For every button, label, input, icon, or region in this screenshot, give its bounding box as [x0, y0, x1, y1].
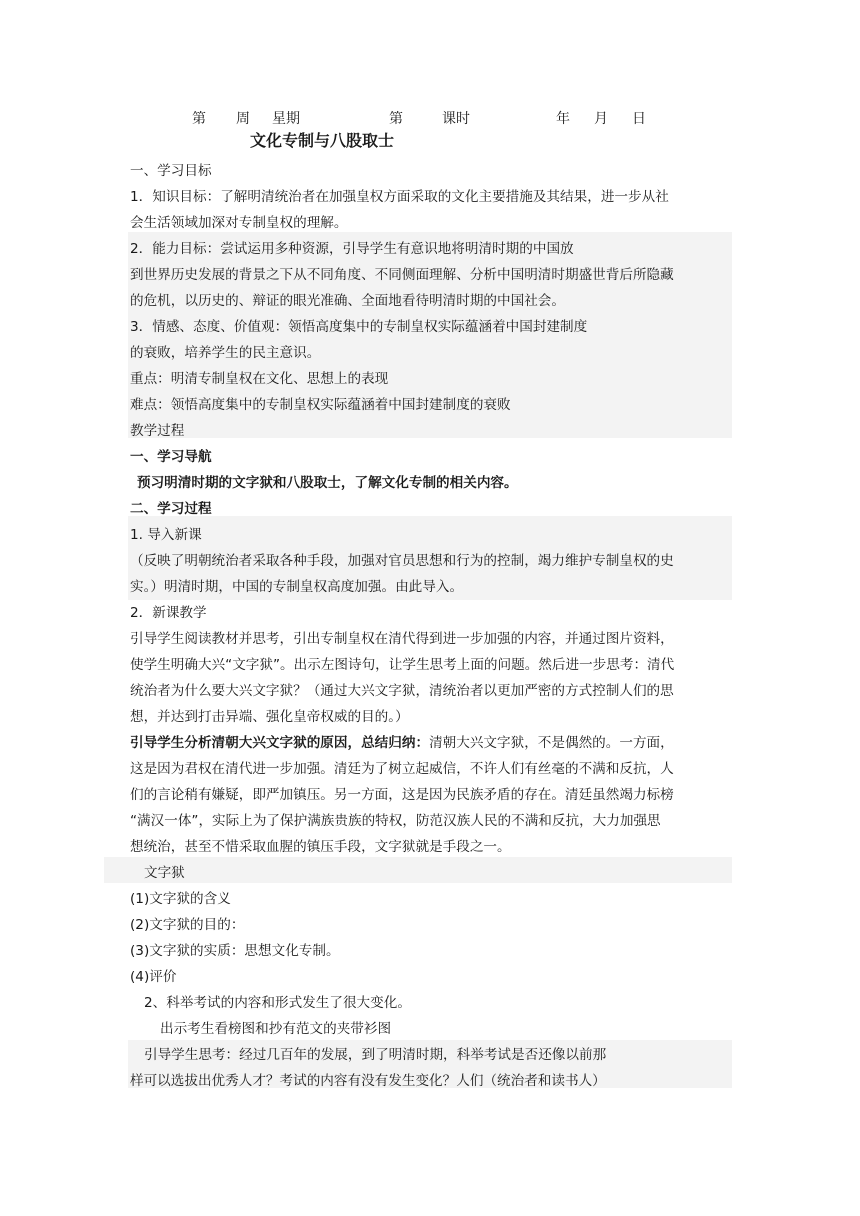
list-item: (1)文字狱的含义 — [130, 891, 231, 907]
paragraph-line: 这是因为君权在清代进一步加强。清廷为了树立起威信，不许人们有丝毫的不满和反抗，人 — [130, 761, 674, 777]
key-point-line: 重点：明清专制皇权在文化、思想上的表现 — [130, 371, 389, 387]
paragraph-line: “满汉一体”，实际上为了保护满族贵族的特权，防范汉族人民的不满和反抗，大力加强思 — [130, 813, 661, 829]
paragraph-line: 3．情感、态度、价值观：领悟高度集中的专制皇权实际蕴涵着中国封建制度 — [130, 319, 588, 335]
paragraph-line: 的危机，以历史的、辩证的眼光准确、全面地看待明清时期的中国社会。 — [130, 293, 565, 309]
section-heading: 一、学习导航 — [130, 449, 212, 465]
paragraph-line: 使学生明确大兴“文字狱”。出示左图诗句，让学生思考上面的问题。然后进一步思考：清代 — [130, 657, 675, 673]
subsection-heading: 2、科举考试的内容和形式发生了很大变化。 — [144, 995, 411, 1011]
date-header — [0, 109, 860, 129]
paragraph-line: 想，并达到打击异端、强化皇帝权威的目的。） — [130, 709, 409, 725]
body-text — [130, 158, 732, 1094]
page-title: 文化专制与八股取士 — [250, 133, 395, 150]
paragraph-line: 们的言论稍有嫌疑，即严加镇压。另一方面，这是因为民族矛盾的存在。清廷虽然竭力标榜 — [130, 787, 674, 803]
paragraph-line: 引导学生阅读教材并思考，引出专制皇权在清代得到进一步加强的内容，并通过图片资料， — [130, 631, 674, 647]
lesson-prefix: 第 — [389, 111, 403, 127]
paragraph-line: 1．知识目标：了解明清统治者在加强皇权方面采取的文化主要措施及其结果，进一步从社 — [130, 189, 669, 205]
section-heading: 教学过程 — [130, 423, 185, 439]
paragraph-line: 出示考生看榜图和抄有范文的夹带衫图 — [160, 1021, 392, 1037]
paragraph-line: 2．能力目标：尝试运用多种资源，引导学生有意识地将明清时期的中国放 — [130, 241, 574, 257]
paragraph-line: 的衰败，培养学生的民主意识。 — [130, 345, 321, 361]
day-label: 日 — [632, 111, 646, 127]
list-item: (2)文字狱的目的： — [130, 917, 245, 933]
paragraph-line: （反映了明朝统治者采取各种手段，加强对官员思想和行为的控制，竭力维护专制皇权的史 — [130, 553, 674, 569]
paragraph-line: 统治者为什么要大兴文字狱？（通过大兴文字狱，清统治者以更加严密的方式控制人们的思 — [130, 683, 674, 699]
paragraph-continuation: 清朝大兴文字狱，不是偶然的。一方面， — [429, 735, 674, 751]
paragraph-line: 样可以选拔出优秀人才？考试的内容有没有发生变化？人们（统治者和读书人） — [130, 1073, 606, 1089]
section-heading: 一、学习目标 — [130, 163, 212, 179]
subsection-heading: 2．新课教学 — [130, 605, 207, 621]
week-unit: 周 — [236, 111, 250, 127]
section-heading: 二、学习过程 — [130, 501, 212, 517]
subsection-heading: 1. 导入新课 — [130, 527, 202, 543]
list-item: (4)评价 — [130, 969, 177, 985]
lesson-unit: 课时 — [442, 111, 470, 127]
paragraph-line — [130, 730, 732, 756]
paragraph-line: 预习明清时期的文字狱和八股取士，了解文化专制的相关内容。 — [137, 475, 518, 491]
paragraph-line: 想统治，甚至不惜采取血腥的镇压手段，文字狱就是手段之一。 — [130, 839, 511, 855]
month-label: 月 — [594, 111, 608, 127]
subsection-heading: 文字狱 — [144, 865, 185, 881]
week-prefix: 第 — [192, 111, 206, 127]
paragraph-line: 会生活领域加深对专制皇权的理解。 — [130, 215, 348, 231]
difficult-point-line: 难点：领悟高度集中的专制皇权实际蕴涵着中国封建制度的衰败 — [130, 397, 511, 413]
weekday-label: 星期 — [272, 111, 300, 127]
paragraph-line: 实。）明清时期，中国的专制皇权高度加强。由此导入。 — [130, 579, 464, 595]
year-label: 年 — [556, 111, 570, 127]
paragraph-line: 到世界历史发展的背景之下从不同角度、不同侧面理解、分析中国明清时期盛世背后所隐藏 — [130, 267, 674, 283]
list-item: (3)文字狱的实质：思想文化专制。 — [130, 943, 340, 959]
paragraph-line: 引导学生思考：经过几百年的发展，到了明清时期，科举考试是否还像以前那 — [144, 1047, 607, 1063]
bold-lead-in: 引导学生分析清朝大兴文字狱的原因，总结归纳： — [130, 735, 430, 751]
